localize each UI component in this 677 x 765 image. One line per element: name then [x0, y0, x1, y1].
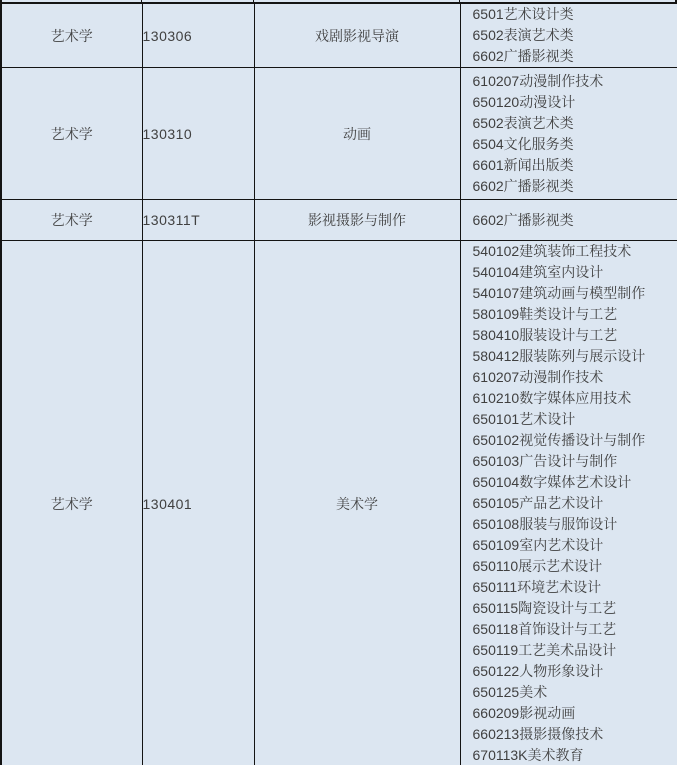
related-major-item: 6602广播影视类	[472, 48, 574, 64]
related-major-item: 650109室内艺术设计	[472, 537, 604, 554]
related-major-item: 610207动漫制作技术	[472, 72, 604, 89]
related-major-item: 540107建筑动画与模型制作	[472, 285, 646, 302]
related-major-item: 650102视觉传播设计与制作	[472, 432, 646, 449]
related-major-item: 650115陶瓷设计与工艺	[472, 600, 617, 617]
related-major-item: 610210数字媒体应用技术	[472, 390, 632, 407]
related-major-item: 6602广播影视类	[472, 211, 574, 228]
related-major-item: 650125美术	[472, 684, 548, 701]
related-major-item: 6504文化服务类	[472, 135, 574, 152]
table-row	[1, 68, 677, 200]
related-major-item: 650120动漫设计	[472, 93, 576, 110]
related-major-item: 650111环境艺术设计	[472, 579, 602, 596]
related-major-item: 650110展示艺术设计	[472, 558, 603, 575]
related-major-item: 540104建筑室内设计	[472, 264, 604, 281]
related-major-item: 610207动漫制作技术	[472, 369, 604, 386]
related-major-item: 670113K美术教育	[472, 747, 584, 764]
related-major-item: 660213摄影摄像技术	[472, 726, 604, 743]
discipline-category-cell: 艺术学	[1, 241, 142, 765]
major-code-cell: 130401	[142, 241, 254, 765]
major-mapping-table	[0, 2, 677, 765]
table-row	[1, 3, 677, 68]
major-code-cell: 130311T	[142, 200, 254, 241]
related-major-item: 650104数字媒体艺术设计	[472, 474, 632, 491]
major-code-cell: 130306	[142, 3, 254, 68]
discipline-category-cell: 艺术学	[1, 68, 142, 200]
related-major-item: 540102建筑装饰工程技术	[472, 243, 632, 260]
major-name-cell: 动画	[254, 68, 460, 200]
related-major-item: 650118首饰设计与工艺	[472, 621, 617, 638]
cropped-row-sliver	[0, 0, 677, 2]
related-major-item: 6501艺术设计类	[472, 6, 574, 22]
related-major-item: 650108服装与服饰设计	[472, 516, 618, 533]
table-row	[1, 241, 677, 765]
major-name-cell: 美术学	[254, 241, 460, 765]
column-border-stub	[459, 0, 460, 2]
related-major-item: 650119工艺美术品设计	[472, 642, 617, 659]
related-major-item: 650122人物形象设计	[472, 663, 604, 680]
table-row	[1, 200, 677, 241]
related-major-item: 580410服装设计与工艺	[472, 327, 618, 344]
major-name-cell: 影视摄影与制作	[254, 200, 460, 241]
related-major-item: 580109鞋类设计与工艺	[472, 306, 618, 323]
major-code-cell: 130310	[142, 68, 254, 200]
related-majors-cell	[460, 241, 677, 765]
related-major-item: 650101艺术设计	[472, 411, 576, 428]
related-major-item: 650103广告设计与制作	[472, 453, 618, 470]
discipline-category-cell: 艺术学	[1, 200, 142, 241]
table-body	[1, 3, 677, 765]
column-border-stub	[141, 0, 142, 2]
related-majors-cell	[460, 200, 677, 241]
related-major-item: 6502表演艺术类	[472, 114, 574, 131]
column-border-stub	[253, 0, 254, 2]
related-major-item: 660209影视动画	[472, 705, 576, 722]
related-major-item: 580412服装陈列与展示设计	[472, 348, 646, 365]
related-major-item: 6502表演艺术类	[472, 27, 574, 43]
related-majors-cell	[460, 3, 677, 68]
related-major-item: 650105产品艺术设计	[472, 495, 604, 512]
related-major-item: 6602广播影视类	[472, 177, 574, 194]
discipline-category-cell: 艺术学	[1, 3, 142, 68]
major-name-cell: 戏剧影视导演	[254, 3, 460, 68]
related-major-item: 6601新闻出版类	[472, 156, 574, 173]
related-majors-cell	[460, 68, 677, 200]
